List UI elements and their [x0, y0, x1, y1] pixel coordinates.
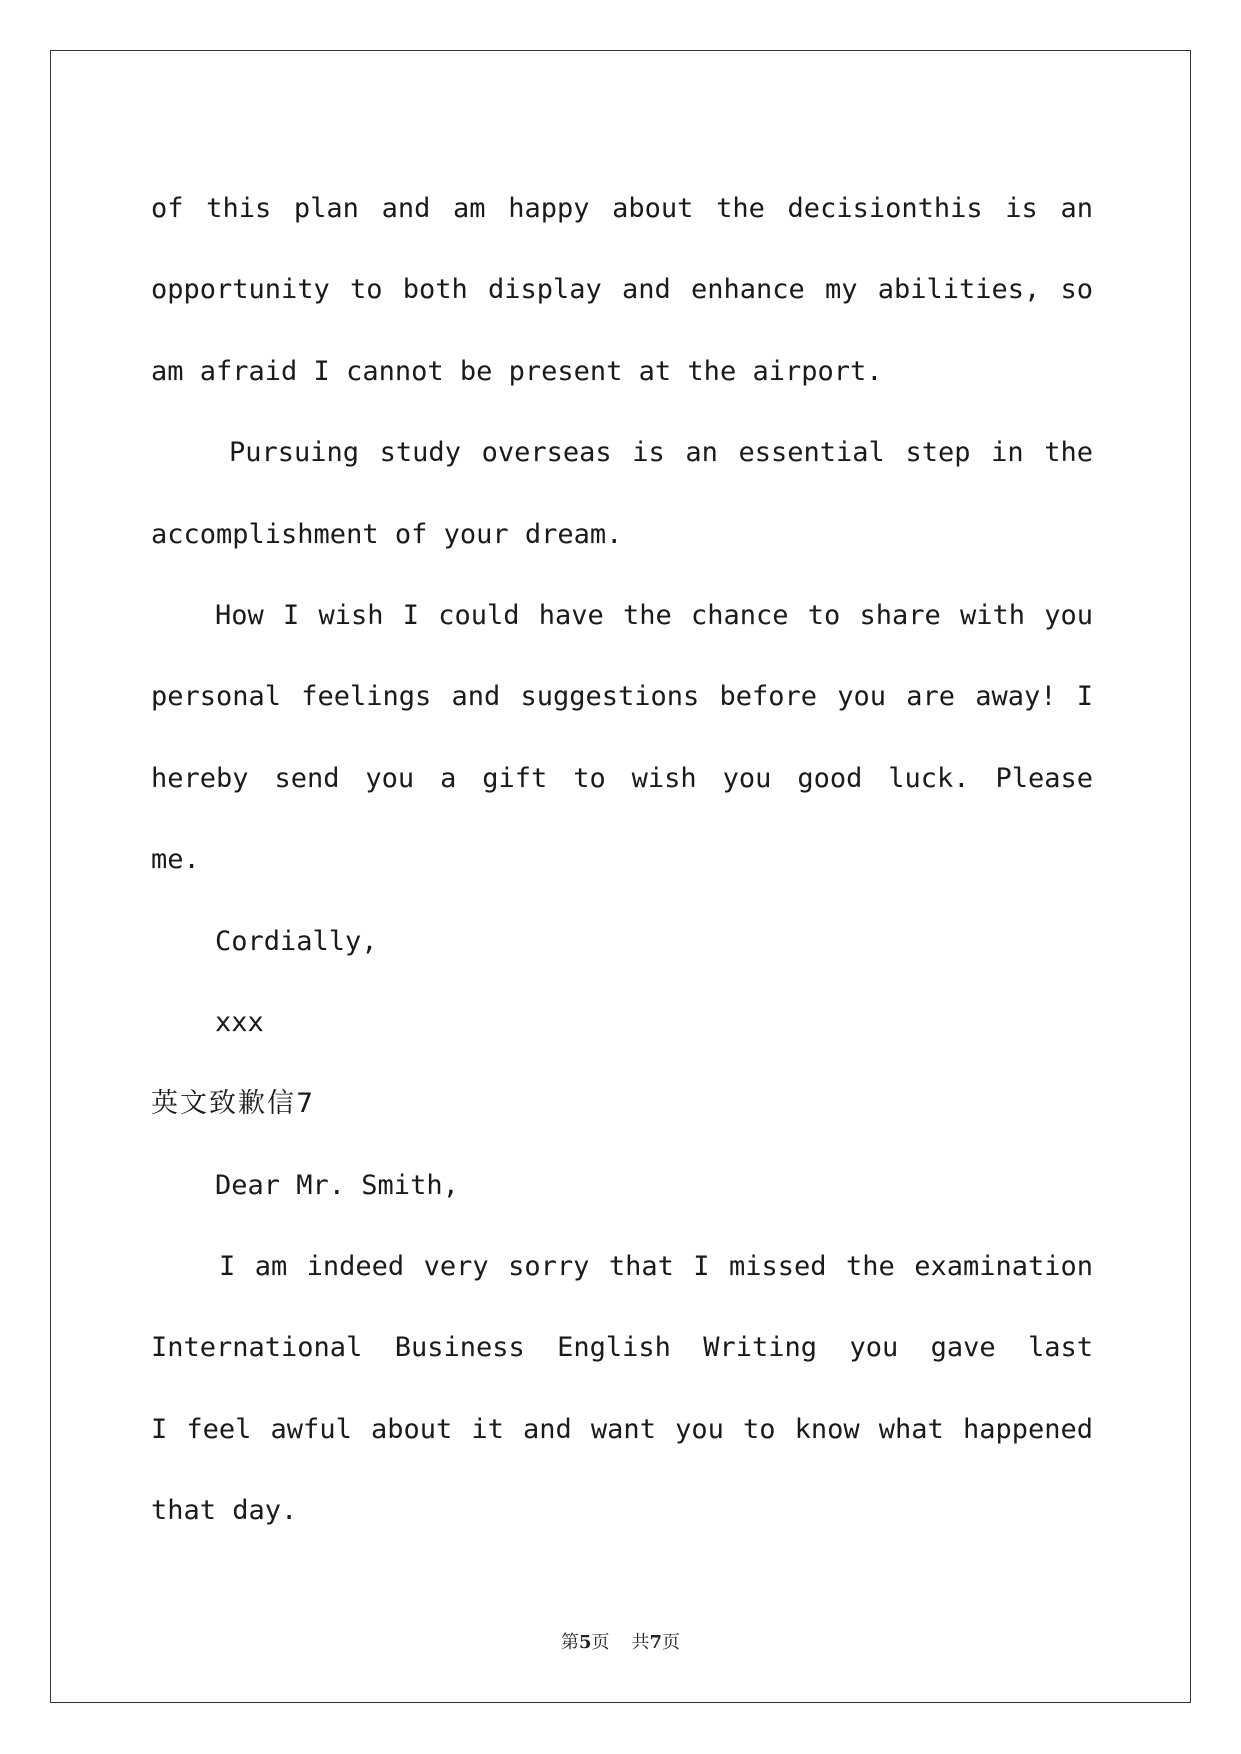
closing-line: Cordially,	[215, 925, 378, 957]
body-line: me.	[151, 844, 200, 876]
body-line: that day.	[151, 1495, 298, 1527]
body-line: International Business English Writing you gave last	[151, 1332, 1093, 1364]
total-prefix: 共	[631, 1632, 650, 1653]
document-body	[151, 168, 1093, 1552]
total-page-number: 7	[649, 1632, 663, 1653]
paragraph-first-line: I am indeed very sorry that I missed the examination	[219, 1251, 1093, 1283]
current-page-number: 5	[578, 1632, 592, 1653]
signature-line: xxx	[215, 1006, 264, 1038]
paragraph-first-line: How I wish I could have the chance to share with you	[215, 599, 1093, 631]
body-line: personal feelings and suggestions before you are away! I	[151, 681, 1093, 713]
body-line: I feel awful about it and want you to know what happened	[151, 1413, 1093, 1445]
page-prefix: 第	[560, 1632, 579, 1653]
salutation-line: Dear Mr. Smith,	[215, 1169, 459, 1201]
section-heading: 英文致歉信7	[151, 1088, 316, 1120]
body-line: accomplishment of your dream.	[151, 518, 623, 550]
page-suffix: 页	[591, 1632, 610, 1653]
body-line: hereby send you a gift to wish you good luck. Please	[151, 762, 1093, 794]
body-line: of this plan and am happy about the decisionthis is an	[151, 193, 1093, 224]
paragraph-first-line: Pursuing study overseas is an essential step in the	[229, 437, 1093, 469]
total-suffix: 页	[662, 1632, 681, 1653]
body-line: am afraid I cannot be present at the airport.	[151, 355, 883, 387]
body-line: opportunity to both display and enhance my abilities, so	[151, 274, 1093, 306]
page-footer	[0, 1628, 1241, 1654]
